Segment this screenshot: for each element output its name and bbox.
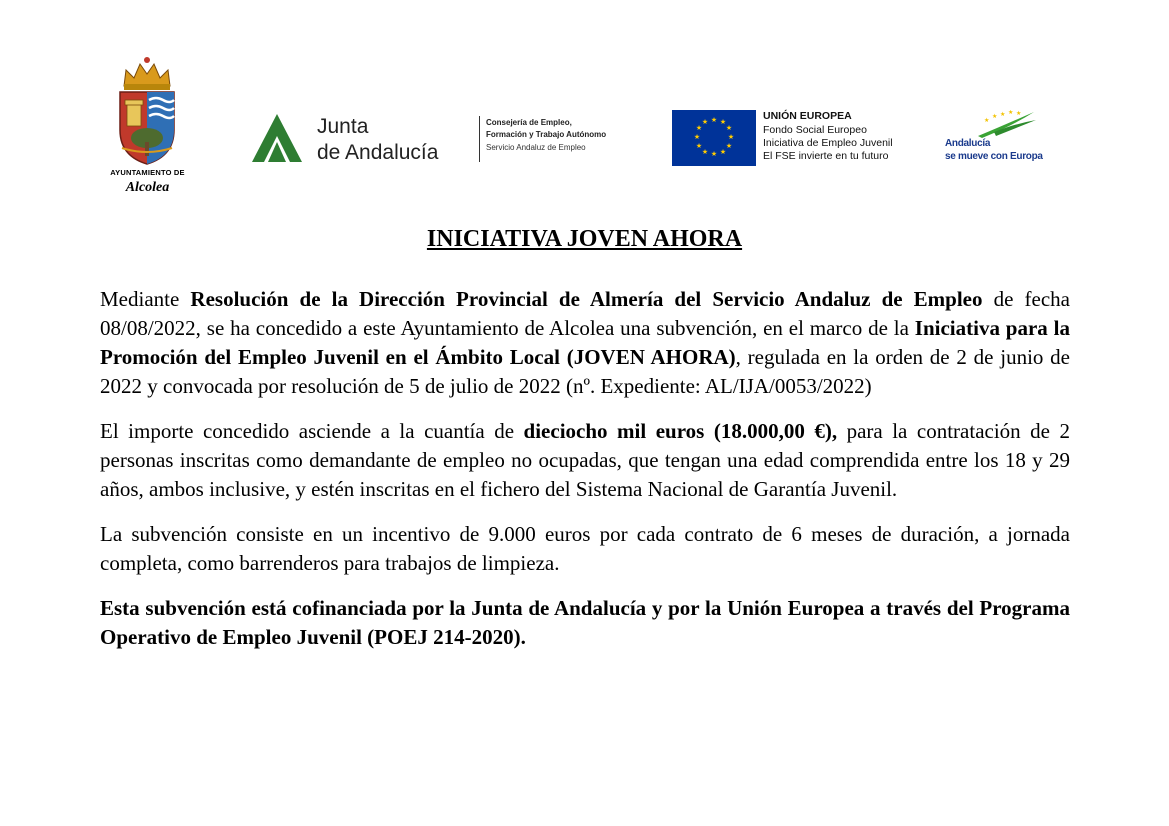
ayuntamiento-name: Alcolea bbox=[125, 180, 170, 195]
p2-text-a: El importe concedido asciende a la cuantía de bbox=[100, 419, 524, 443]
andalucia-mueve-line2: se mueve con Europa bbox=[945, 151, 1043, 162]
andalucia-mueve-line1: Andalucía bbox=[945, 138, 991, 149]
paragraph-cofinancing: Esta subvención está cofinanciada por la Junta de Andalucía y por la Unión Europea a través del Programa Operativo de Empleo Juvenil (POEJ 214-2020). bbox=[100, 596, 1070, 649]
svg-text:★: ★ bbox=[693, 133, 701, 141]
p2-text-c: para la contratación de 2 personas inscritas como demandante de empleo no ocupadas, que tengan una edad comprendida entre los 18 y 29 años, ambos inclusive, y estén inscritas en el fichero del Sistema Nacional de Garantía Juvenil. bbox=[100, 419, 1070, 501]
junta-name-line1: Junta bbox=[317, 115, 369, 138]
junta-andalucia-logo bbox=[250, 110, 630, 170]
p1-bold-resolution: Resolución de la Dirección Provincial de Almería del Servicio Andaluz de Empleo bbox=[190, 287, 983, 311]
junta-dept-line1: Consejería de Empleo, bbox=[486, 118, 572, 127]
junta-name-line2: de Andalucía bbox=[317, 141, 439, 164]
junta-emblem-icon bbox=[250, 112, 304, 164]
eu-line4: El FSE invierte en tu futuro bbox=[763, 150, 889, 162]
svg-text:★: ★ bbox=[1000, 111, 1006, 118]
svg-text:★: ★ bbox=[727, 133, 735, 141]
paragraph-incentive: La subvención consiste en un incentivo de 9.000 euros por cada contrato de 6 meses de duración, a jornada completa, como barrenderos para trabajos de limpieza. bbox=[100, 522, 1070, 575]
andalucia-mueve-logo bbox=[942, 110, 1052, 170]
eu-line3: Iniciativa de Empleo Juvenil bbox=[763, 137, 893, 149]
page-title: INICIATIVA JOVEN AHORA bbox=[426, 226, 743, 252]
eu-flag-icon bbox=[672, 110, 756, 166]
andalucia-swoosh-icon bbox=[942, 110, 1042, 140]
svg-text:★: ★ bbox=[725, 124, 733, 132]
svg-text:★: ★ bbox=[719, 118, 727, 126]
junta-divider bbox=[479, 116, 480, 162]
paragraph-resolution bbox=[100, 285, 1070, 401]
svg-text:★: ★ bbox=[1008, 110, 1014, 116]
p1-text-a: Mediante bbox=[100, 287, 191, 311]
coat-of-arms-icon bbox=[114, 52, 180, 168]
paragraph-amount bbox=[100, 417, 1070, 504]
svg-text:★: ★ bbox=[701, 118, 709, 126]
document-body bbox=[100, 285, 1070, 668]
p1-text-e: , regulada en la orden de 2 de junio de 2022 y convocada por resolución de 5 de julio de 2022 (nº. Expediente: AL/IJA/0053/2022) bbox=[100, 345, 1071, 398]
junta-dept-line2: Formación y Trabajo Autónomo bbox=[486, 130, 607, 139]
svg-text:★: ★ bbox=[710, 116, 718, 124]
svg-text:★: ★ bbox=[984, 117, 990, 124]
svg-text:★: ★ bbox=[701, 148, 709, 156]
svg-text:★: ★ bbox=[710, 150, 718, 158]
svg-text:★: ★ bbox=[695, 124, 703, 132]
svg-text:★: ★ bbox=[719, 148, 727, 156]
eu-logo bbox=[672, 110, 912, 168]
ayuntamiento-caption: AYUNTAMIENTO DE bbox=[110, 168, 185, 177]
eu-title: UNIÓN EUROPEA bbox=[763, 110, 852, 122]
svg-text:★: ★ bbox=[695, 142, 703, 150]
logo-header bbox=[0, 0, 1169, 210]
junta-dept-line3: Servicio Andaluz de Empleo bbox=[486, 143, 586, 152]
p1-bold-initiative: Iniciativa para la Promoción del Empleo Juvenil en el Ámbito Local (JOVEN AHORA) bbox=[100, 316, 1070, 369]
ayuntamiento-crest-logo bbox=[100, 52, 195, 202]
eu-line2: Fondo Social Europeo bbox=[763, 124, 867, 136]
p1-text-c: de fecha 08/08/2022, se ha concedido a este Ayuntamiento de Alcolea una subvención, en el marco de la bbox=[100, 287, 1070, 340]
svg-text:★: ★ bbox=[1016, 110, 1022, 117]
p2-bold-amount: dieciocho mil euros (18.000,00 €), bbox=[523, 419, 838, 443]
svg-text:★: ★ bbox=[992, 113, 998, 120]
svg-text:★: ★ bbox=[725, 142, 733, 150]
